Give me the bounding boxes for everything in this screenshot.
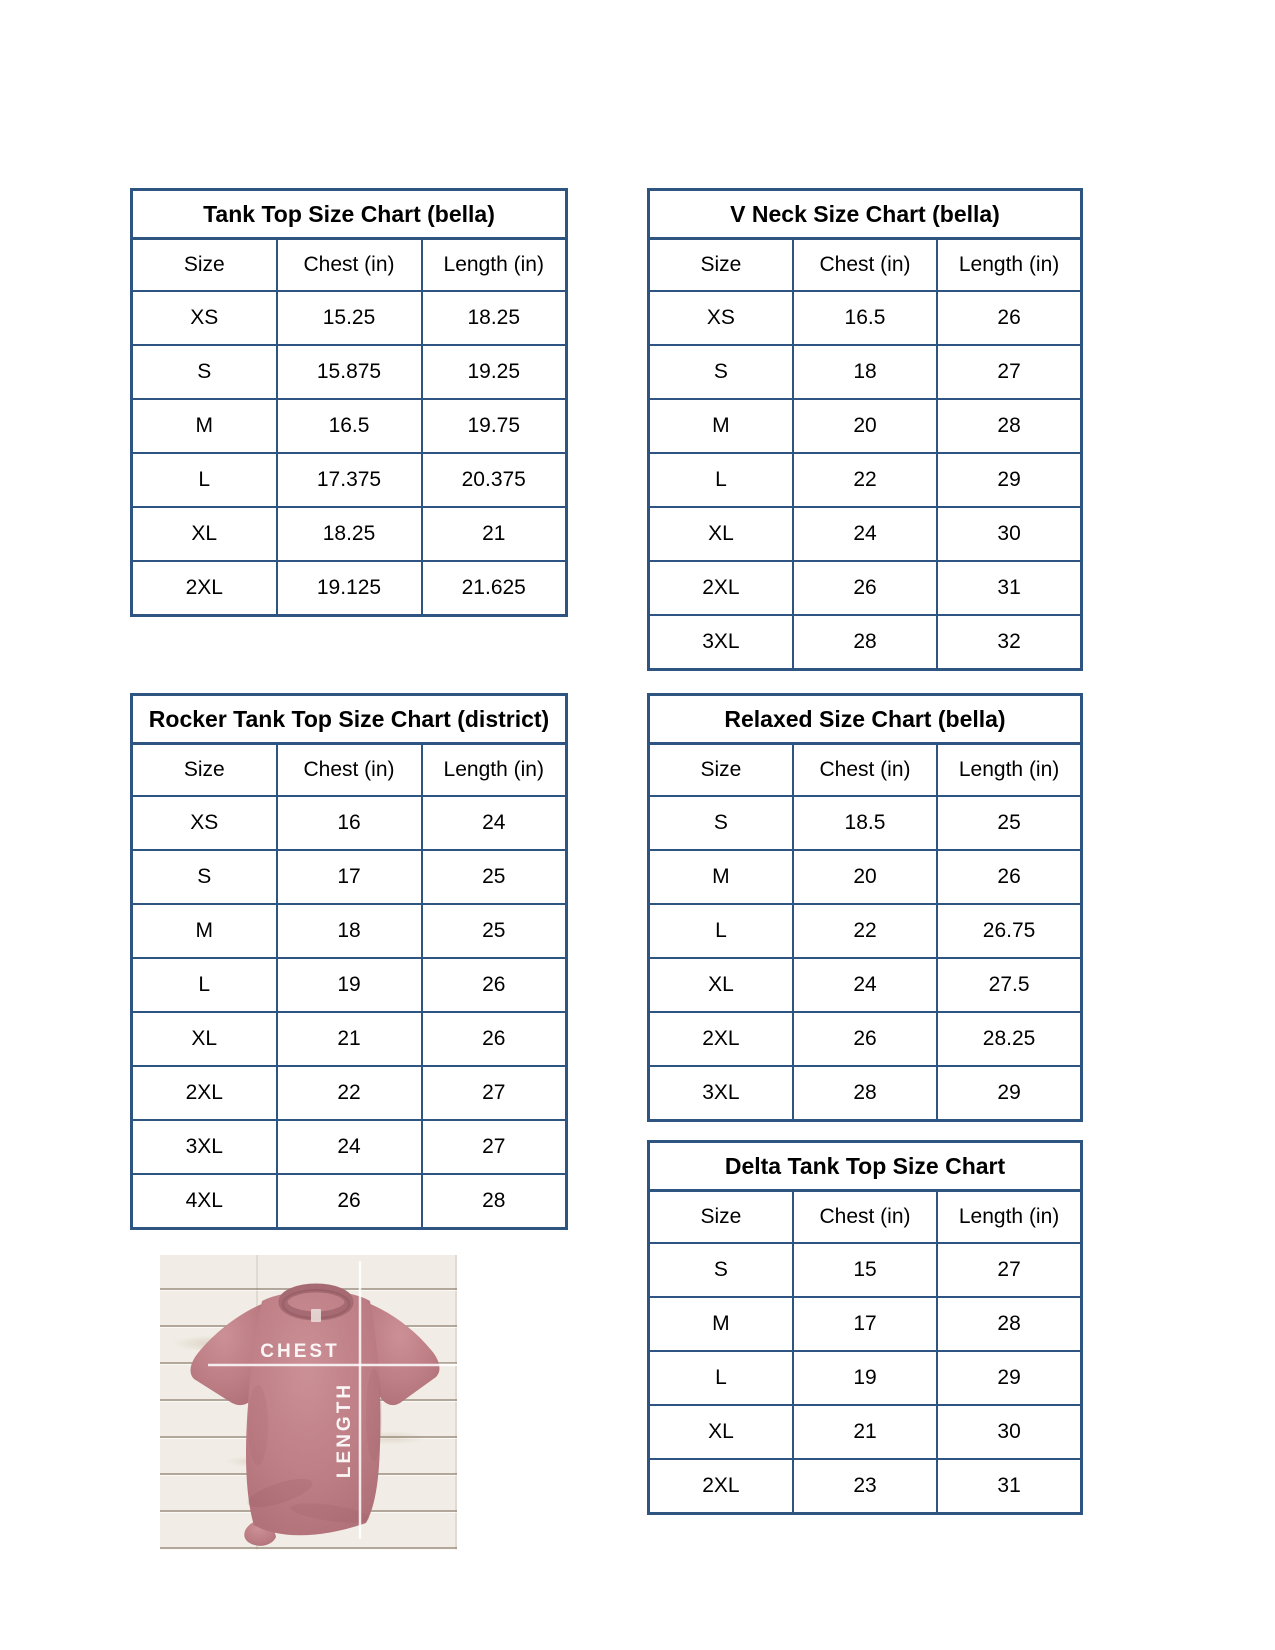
delta-tank-top-size-chart-grid <box>647 1140 1083 1515</box>
table-cell: M <box>649 850 793 904</box>
table-title-row <box>649 1142 1082 1191</box>
table-row <box>649 345 1082 399</box>
tank-top-size-chart-grid <box>130 188 568 617</box>
table-cell: 19.25 <box>422 345 567 399</box>
table-cell: 19.75 <box>422 399 567 453</box>
table-cell: 30 <box>937 507 1081 561</box>
table-cell: XL <box>649 1405 793 1459</box>
table-header-row <box>132 239 567 292</box>
column-header: Length (in) <box>937 239 1081 292</box>
relaxed-size-chart <box>647 693 1083 1122</box>
table-cell: S <box>649 796 793 850</box>
table-cell: 27.5 <box>937 958 1081 1012</box>
table-row <box>649 850 1082 904</box>
table-row <box>132 291 567 345</box>
table-row <box>649 507 1082 561</box>
table-cell: 3XL <box>649 615 793 670</box>
table-cell: 18.25 <box>277 507 422 561</box>
table-row <box>649 1351 1082 1405</box>
table-cell: 19 <box>277 958 422 1012</box>
table-row <box>132 507 567 561</box>
table-row <box>649 904 1082 958</box>
column-header: Size <box>649 1191 793 1244</box>
table-cell: 19 <box>793 1351 937 1405</box>
table-cell: L <box>132 453 277 507</box>
table-cell: M <box>132 399 277 453</box>
table-cell: 2XL <box>132 1066 277 1120</box>
table-row <box>649 399 1082 453</box>
table-cell: 25 <box>422 850 567 904</box>
tank-top-size-chart <box>130 188 568 617</box>
column-header: Size <box>132 239 277 292</box>
table-cell: 17 <box>277 850 422 904</box>
table-title: Rocker Tank Top Size Chart (district) <box>132 695 567 744</box>
table-cell: 17.375 <box>277 453 422 507</box>
table-title-row <box>132 695 567 744</box>
table-row <box>132 561 567 616</box>
table-cell: S <box>132 345 277 399</box>
table-cell: 20 <box>793 399 937 453</box>
table-cell: 22 <box>277 1066 422 1120</box>
table-cell: 18 <box>793 345 937 399</box>
table-title: Delta Tank Top Size Chart <box>649 1142 1082 1191</box>
table-cell: 26 <box>937 291 1081 345</box>
table-row <box>649 1243 1082 1297</box>
table-title: Relaxed Size Chart (bella) <box>649 695 1082 744</box>
table-cell: 20 <box>793 850 937 904</box>
table-cell: 26 <box>422 1012 567 1066</box>
table-cell: L <box>132 958 277 1012</box>
table-cell: 21 <box>422 507 567 561</box>
column-header: Size <box>649 239 793 292</box>
table-cell: 18 <box>277 904 422 958</box>
table-row <box>132 1174 567 1229</box>
table-cell: 26 <box>793 561 937 615</box>
fold-shadow <box>248 1385 268 1465</box>
table-cell: 25 <box>422 904 567 958</box>
table-cell: XS <box>649 291 793 345</box>
table-cell: 22 <box>793 904 937 958</box>
column-header: Chest (in) <box>277 744 422 797</box>
table-row <box>132 904 567 958</box>
table-cell: 24 <box>422 796 567 850</box>
table-header-row <box>649 744 1082 797</box>
table-row <box>132 958 567 1012</box>
table-cell: 29 <box>937 1066 1081 1121</box>
table-cell: L <box>649 453 793 507</box>
chest-label: CHEST <box>260 1341 340 1362</box>
table-cell: 15.25 <box>277 291 422 345</box>
table-cell: 24 <box>793 507 937 561</box>
v-neck-size-chart <box>647 188 1083 671</box>
table-cell: M <box>649 1297 793 1351</box>
table-cell: M <box>649 399 793 453</box>
table-row <box>649 1459 1082 1514</box>
table-cell: XS <box>132 796 277 850</box>
column-header: Length (in) <box>937 1191 1081 1244</box>
table-cell: 30 <box>937 1405 1081 1459</box>
rocker-tank-top-size-chart-grid <box>130 693 568 1230</box>
table-row <box>132 796 567 850</box>
column-header: Length (in) <box>422 744 567 797</box>
relaxed-size-chart-grid <box>647 693 1083 1122</box>
table-cell: 26.75 <box>937 904 1081 958</box>
table-row <box>132 1012 567 1066</box>
column-header: Chest (in) <box>277 239 422 292</box>
shirt-measurement-photo <box>160 1255 457 1550</box>
table-cell: 22 <box>793 453 937 507</box>
table-cell: M <box>132 904 277 958</box>
column-header: Length (in) <box>937 744 1081 797</box>
table-cell: 2XL <box>649 1012 793 1066</box>
table-cell: XL <box>649 958 793 1012</box>
table-title-row <box>132 190 567 239</box>
column-header: Chest (in) <box>793 744 937 797</box>
table-row <box>649 291 1082 345</box>
table-row <box>649 615 1082 670</box>
table-cell: 28 <box>793 1066 937 1121</box>
table-cell: 28 <box>793 615 937 670</box>
table-cell: 15 <box>793 1243 937 1297</box>
column-header: Size <box>649 744 793 797</box>
table-cell: 26 <box>277 1174 422 1229</box>
table-row <box>132 453 567 507</box>
table-row <box>649 1066 1082 1121</box>
table-cell: S <box>649 345 793 399</box>
table-cell: 2XL <box>649 561 793 615</box>
column-header: Size <box>132 744 277 797</box>
table-cell: S <box>132 850 277 904</box>
rocker-tank-top-size-chart <box>130 693 568 1230</box>
table-cell: 4XL <box>132 1174 277 1229</box>
table-cell: 28 <box>937 1297 1081 1351</box>
table-header-row <box>649 1191 1082 1244</box>
table-cell: 16.5 <box>277 399 422 453</box>
table-cell: 21 <box>277 1012 422 1066</box>
table-title-row <box>649 695 1082 744</box>
table-cell: 3XL <box>132 1120 277 1174</box>
table-cell: XL <box>132 507 277 561</box>
table-cell: 17 <box>793 1297 937 1351</box>
table-row <box>132 345 567 399</box>
table-cell: 18.25 <box>422 291 567 345</box>
table-cell: 27 <box>422 1120 567 1174</box>
table-cell: 28 <box>937 399 1081 453</box>
table-cell: 21 <box>793 1405 937 1459</box>
table-cell: 27 <box>422 1066 567 1120</box>
shirt-illustration <box>160 1255 457 1550</box>
table-cell: XL <box>649 507 793 561</box>
table-cell: 18.5 <box>793 796 937 850</box>
column-header: Length (in) <box>422 239 567 292</box>
table-row <box>649 1297 1082 1351</box>
table-cell: 2XL <box>132 561 277 616</box>
fold-shadow <box>366 1369 382 1461</box>
table-cell: XS <box>132 291 277 345</box>
table-title-row <box>649 190 1082 239</box>
table-cell: 29 <box>937 453 1081 507</box>
table-cell: 27 <box>937 1243 1081 1297</box>
table-cell: 15.875 <box>277 345 422 399</box>
table-cell: XL <box>132 1012 277 1066</box>
table-header-row <box>132 744 567 797</box>
table-cell: 3XL <box>649 1066 793 1121</box>
table-cell: 24 <box>793 958 937 1012</box>
table-row <box>132 399 567 453</box>
table-row <box>649 796 1082 850</box>
table-row <box>132 1066 567 1120</box>
table-row <box>132 850 567 904</box>
table-cell: 28 <box>422 1174 567 1229</box>
table-cell: 20.375 <box>422 453 567 507</box>
neck-tag <box>311 1309 321 1322</box>
table-title: Tank Top Size Chart (bella) <box>132 190 567 239</box>
table-cell: 29 <box>937 1351 1081 1405</box>
table-cell: 23 <box>793 1459 937 1514</box>
table-cell: L <box>649 904 793 958</box>
table-cell: 16.5 <box>793 291 937 345</box>
column-header: Chest (in) <box>793 1191 937 1244</box>
table-cell: 28.25 <box>937 1012 1081 1066</box>
table-cell: 27 <box>937 345 1081 399</box>
table-row <box>649 1012 1082 1066</box>
table-cell: 31 <box>937 1459 1081 1514</box>
table-cell: 26 <box>422 958 567 1012</box>
table-header-row <box>649 239 1082 292</box>
table-cell: S <box>649 1243 793 1297</box>
column-header: Chest (in) <box>793 239 937 292</box>
table-cell: 24 <box>277 1120 422 1174</box>
table-cell: 16 <box>277 796 422 850</box>
table-cell: 2XL <box>649 1459 793 1514</box>
v-neck-size-chart-grid <box>647 188 1083 671</box>
table-row <box>649 958 1082 1012</box>
table-row <box>649 453 1082 507</box>
table-title: V Neck Size Chart (bella) <box>649 190 1082 239</box>
table-cell: 32 <box>937 615 1081 670</box>
table-cell: 19.125 <box>277 561 422 616</box>
length-label: LENGTH <box>334 1381 355 1479</box>
table-cell: 21.625 <box>422 561 567 616</box>
table-row <box>649 561 1082 615</box>
table-cell: L <box>649 1351 793 1405</box>
table-cell: 25 <box>937 796 1081 850</box>
table-cell: 26 <box>793 1012 937 1066</box>
table-row <box>132 1120 567 1174</box>
table-row <box>649 1405 1082 1459</box>
table-cell: 26 <box>937 850 1081 904</box>
table-cell: 31 <box>937 561 1081 615</box>
delta-tank-top-size-chart <box>647 1140 1083 1515</box>
